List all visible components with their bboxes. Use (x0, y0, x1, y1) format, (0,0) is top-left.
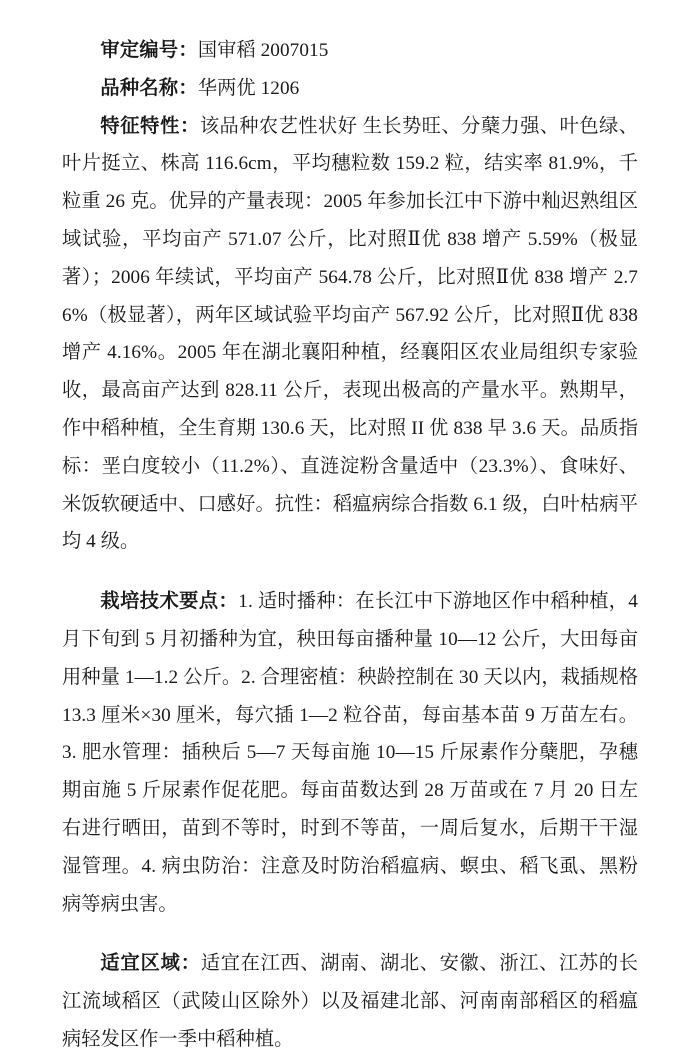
field-label-variety-name: 品种名称： (100, 77, 198, 99)
section-body-cultivation-techniques: 1. 适时播种：在长江中下游地区作中稻种植，4 月下旬到 5 月初播种为宜，秧田每亩播种量 10—12 公斤，大田每亩用种量 1—1.2 公斤。2. 合理密植：秧龄控制在 30 天以内，栽插规格 13.3 厘米×30 厘米，每穴插 1—2 粒谷苗，每亩基本苗 9 万苗左右。3. 肥水管理：插秧后 5—7 天每亩施 10—15 斤尿素作分蘖肥，孕穗期亩施 5 斤尿素作促花肥。每亩苗数达到 28 万苗或在 7 月 20 日左右进行晒田，苗到不等时，时到不等苗，一周后复水，后期干干湿湿管理。4. 病虫防治：注意及时防治稻瘟病、螟虫、稻飞虱、黑粉病等病虫害。 (62, 591, 638, 915)
section-cultivation-techniques (62, 583, 638, 923)
section-characteristics (62, 108, 638, 562)
section-suitable-areas (62, 945, 638, 1058)
section-label-suitable-areas: 适宜区域： (100, 953, 201, 975)
field-value-approval-number: 国审稻 2007015 (197, 40, 329, 61)
field-row-variety-name (62, 70, 638, 108)
field-label-approval-number: 审定编号： (100, 40, 198, 61)
section-body-suitable-areas: 适宜在江西、湖南、湖北、安徽、浙江、江苏的长江流域稻区（武陵山区除外）以及福建北部、河南南部稻区的稻瘟病轻发区作一季中稻种植。 (62, 953, 638, 1050)
field-value-variety-name: 华两优 1206 (197, 77, 300, 99)
section-body-characteristics: 该品种农艺性状好 生长势旺、分蘖力强、叶色绿、叶片挺立、株高 116.6cm，平均穗粒数 159.2 粒，结实率 81.9%，千粒重 26 克。优异的产量表现：2005 年参加长江中下游中籼迟熟组区域试验，平均亩产 571.07 公斤，比对照Ⅱ优 838 增产 5.59%（极显著）；2006 年续试，平均亩产 564.78 公斤，比对照Ⅱ优 838 增产 2.76%（极显著），两年区域试验平均亩产 567.92 公斤，比对照Ⅱ优 838 增产 4.16%。2005 年在湖北襄阳种植，经襄阳区农业局组织专家验收，最高亩产达到 828.11 公斤，表现出极高的产量水平。熟期早，作中稻种植，全生育期 130.6 天，比对照 II 优 838 早 3.6 天。品质指标：垩白度较小（11.2%）、直涟淀粉含量适中（23.3%）、食味好、米饭软硬适中、口感好。抗性：稻瘟病综合指数 6.1 级，白叶枯病平均 4 级。 (62, 115, 638, 553)
field-row-approval-number (62, 32, 638, 70)
section-label-characteristics: 特征特性： (100, 115, 200, 137)
section-label-cultivation-techniques: 栽培技术要点： (100, 591, 239, 613)
